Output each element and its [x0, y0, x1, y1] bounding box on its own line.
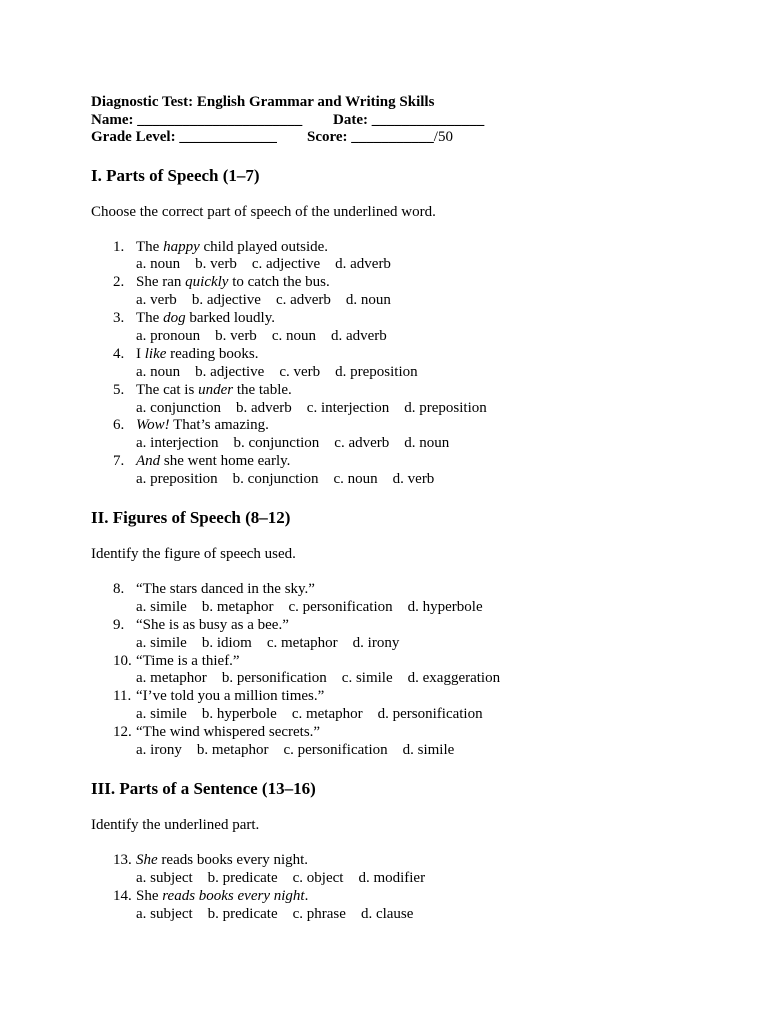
stem-text: reads books every night.	[157, 851, 309, 868]
score-blank: ___________	[351, 129, 434, 145]
question-10	[91, 653, 711, 689]
stem-text: She ran	[136, 274, 186, 291]
stem-text: The cat is	[136, 381, 199, 398]
question-stem	[91, 888, 711, 906]
question-8	[91, 581, 711, 617]
stem-text: “She is as busy as a bee.”	[136, 616, 289, 633]
test-title: Diagnostic Test: English Grammar and Writing Skills	[91, 94, 435, 110]
stem-text: “I’ve told you a million times.”	[136, 688, 325, 705]
target-word: dog	[163, 310, 186, 327]
option-b: b. adjective	[191, 292, 261, 309]
answer-options	[91, 635, 711, 653]
target-word: And	[136, 453, 161, 470]
option-b: b. metaphor	[196, 741, 269, 758]
option-a: a. simile	[136, 706, 187, 723]
option-c: c. simile	[341, 670, 393, 687]
stem-text: “The wind whispered secrets.”	[136, 724, 321, 741]
stem-text: The	[136, 310, 164, 327]
question-stem	[91, 310, 711, 328]
question-13	[91, 852, 711, 888]
question-stem	[91, 453, 711, 471]
option-d: d. noun	[345, 292, 391, 309]
option-a: a. subject	[136, 869, 193, 886]
option-c: c. adverb	[275, 292, 331, 309]
question-stem	[91, 346, 711, 364]
option-a: a. metaphor	[136, 670, 207, 687]
question-stem	[91, 688, 711, 706]
target-word: Wow!	[136, 417, 170, 434]
option-d: d. clause	[360, 905, 414, 922]
option-a: a. verb	[136, 292, 177, 309]
section-heading: III. Parts of a Sentence (13–16)	[91, 778, 316, 798]
score-field	[307, 129, 453, 147]
option-b: b. personification	[221, 670, 327, 687]
option-d: d. adverb	[335, 256, 391, 273]
date-blank: _______________	[371, 111, 485, 128]
option-a: a. pronoun	[136, 327, 201, 344]
answer-options	[91, 706, 711, 724]
option-a: a. noun	[136, 256, 181, 273]
target-word: like	[144, 345, 167, 362]
question-number: 3.	[113, 310, 125, 327]
question-number: 7.	[113, 453, 125, 470]
question-12	[91, 724, 711, 760]
option-c: c. verb	[279, 363, 321, 380]
question-list	[91, 239, 711, 489]
option-c: c. metaphor	[291, 706, 363, 723]
score-total: /50	[433, 129, 453, 145]
answer-options	[91, 435, 711, 453]
answer-options	[91, 906, 711, 924]
name-date-row	[91, 112, 711, 130]
stem-text: “Time is a thief.”	[136, 652, 240, 669]
section-instructions: Identify the figure of speech used.	[91, 545, 296, 562]
option-d: d. verb	[392, 471, 435, 488]
stem-text: I	[136, 345, 145, 362]
question-stem	[91, 417, 711, 435]
question-stem	[91, 617, 711, 635]
stem-text: she went home early.	[160, 453, 291, 470]
stem-text: child played outside.	[199, 238, 329, 255]
question-number: 12.	[113, 724, 132, 741]
option-b: b. verb	[195, 256, 237, 273]
question-number: 5.	[113, 381, 125, 398]
option-b: b. predicate	[207, 869, 278, 886]
option-c: c. phrase	[292, 905, 346, 922]
option-d: d. adverb	[330, 327, 387, 344]
grade-label: Grade Level:	[91, 129, 176, 145]
target-word: She	[136, 851, 158, 868]
score-label: Score:	[307, 129, 348, 145]
name-label: Name:	[91, 111, 134, 128]
question-7	[91, 453, 711, 489]
answer-options	[91, 870, 711, 888]
option-d: d. preposition	[404, 399, 487, 416]
answer-options	[91, 400, 711, 418]
section-heading: II. Figures of Speech (8–12)	[91, 507, 291, 527]
option-c: c. personification	[283, 741, 388, 758]
question-stem	[91, 581, 711, 599]
section-heading: I. Parts of Speech (1–7)	[91, 165, 260, 185]
grade-blank: _____________	[179, 129, 277, 145]
answer-options	[91, 292, 711, 310]
option-b: b. adverb	[235, 399, 292, 416]
question-stem	[91, 274, 711, 292]
option-d: d. noun	[404, 435, 450, 452]
stem-text: “The stars danced in the sky.”	[136, 580, 315, 597]
stem-text: reading books.	[166, 345, 259, 362]
target-word: happy	[163, 238, 200, 255]
question-14	[91, 888, 711, 924]
option-b: b. verb	[215, 327, 257, 344]
question-number: 14.	[113, 887, 132, 904]
target-word: quickly	[185, 274, 229, 291]
option-d: d. preposition	[335, 363, 418, 380]
option-c: c. interjection	[306, 399, 390, 416]
answer-options	[91, 742, 711, 760]
option-b: b. hyperbole	[201, 706, 277, 723]
section-instructions: Choose the correct part of speech of the underlined word.	[91, 203, 436, 220]
title-row	[91, 94, 711, 112]
option-c: c. noun	[333, 471, 378, 488]
option-c: c. adverb	[334, 435, 390, 452]
option-d: d. simile	[402, 741, 455, 758]
question-stem	[91, 239, 711, 257]
question-stem	[91, 852, 711, 870]
option-a: a. simile	[136, 598, 187, 615]
section-instructions: Identify the underlined part.	[91, 816, 260, 833]
test-header	[91, 94, 711, 147]
answer-options	[91, 328, 711, 346]
section-parts-of-a-sentence	[91, 779, 711, 924]
question-stem	[91, 724, 711, 742]
option-b: b. conjunction	[233, 435, 320, 452]
grade-score-row	[91, 129, 711, 147]
question-number: 6.	[113, 417, 125, 434]
stem-text: to catch the bus.	[228, 274, 330, 291]
question-number: 9.	[113, 616, 125, 633]
answer-options	[91, 599, 711, 617]
question-stem	[91, 653, 711, 671]
answer-options	[91, 364, 711, 382]
question-6	[91, 417, 711, 453]
target-phrase: reads books every night	[162, 887, 305, 904]
name-blank: ______________________	[137, 111, 303, 128]
question-9	[91, 617, 711, 653]
question-number: 11.	[113, 688, 132, 705]
target-word: under	[198, 381, 234, 398]
answer-options	[91, 670, 711, 688]
option-a: a. conjunction	[136, 399, 221, 416]
option-d: d. modifier	[358, 869, 426, 886]
question-2	[91, 274, 711, 310]
question-number: 10.	[113, 652, 132, 669]
option-c: c. personification	[288, 598, 393, 615]
option-d: d. exaggeration	[407, 670, 501, 687]
option-c: c. adjective	[251, 256, 321, 273]
option-a: a. simile	[136, 634, 187, 651]
stem-text: The	[136, 238, 164, 255]
section-parts-of-speech	[91, 166, 711, 489]
option-b: b. metaphor	[201, 598, 274, 615]
question-number: 8.	[113, 580, 125, 597]
question-number: 1.	[113, 238, 125, 255]
option-d: d. personification	[377, 706, 483, 723]
question-list	[91, 581, 711, 760]
stem-text: That’s amazing.	[169, 417, 269, 434]
question-number: 13.	[113, 851, 132, 868]
option-a: a. interjection	[136, 435, 219, 452]
option-c: c. object	[292, 869, 344, 886]
question-list	[91, 852, 711, 924]
question-11	[91, 688, 711, 724]
question-stem	[91, 382, 711, 400]
option-a: a. subject	[136, 905, 193, 922]
question-3	[91, 310, 711, 346]
option-b: b. idiom	[201, 634, 252, 651]
question-5	[91, 382, 711, 418]
option-a: a. preposition	[136, 471, 218, 488]
answer-options	[91, 256, 711, 274]
date-field	[333, 112, 484, 130]
question-1	[91, 239, 711, 275]
option-b: b. conjunction	[232, 471, 319, 488]
option-c: c. noun	[271, 327, 316, 344]
option-c: c. metaphor	[266, 634, 338, 651]
option-d: d. hyperbole	[407, 598, 483, 615]
option-a: a. noun	[136, 363, 181, 380]
question-number: 2.	[113, 274, 125, 291]
answer-options	[91, 471, 711, 489]
stem-text: the table.	[233, 381, 292, 398]
date-label: Date:	[333, 111, 368, 128]
section-figures-of-speech	[91, 508, 711, 760]
option-b: b. adjective	[195, 363, 265, 380]
stem-text: barked loudly.	[185, 310, 275, 327]
option-b: b. predicate	[207, 905, 278, 922]
test-content	[91, 94, 711, 923]
question-4	[91, 346, 711, 382]
question-number: 4.	[113, 345, 125, 362]
option-a: a. irony	[136, 741, 182, 758]
stem-text: .	[304, 887, 309, 904]
stem-text: She	[136, 887, 163, 904]
option-d: d. irony	[352, 634, 400, 651]
